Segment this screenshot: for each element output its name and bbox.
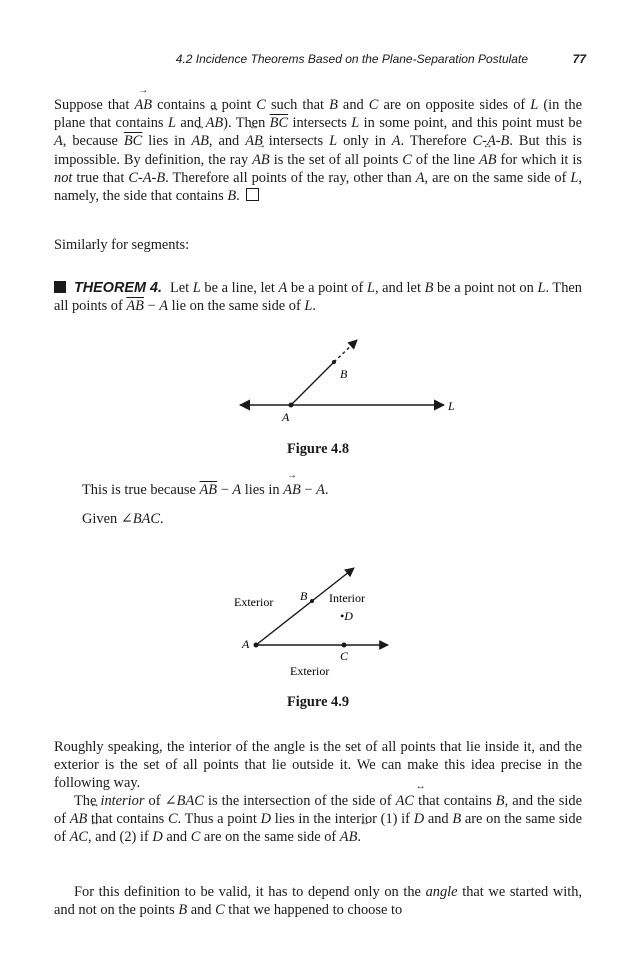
italic-term: A (159, 298, 169, 315)
text-run: , because (62, 133, 124, 150)
italic-term: BAC (176, 793, 204, 809)
text-run: are on opposite sides of (378, 97, 531, 113)
text-run: intersects (288, 115, 352, 132)
theorem-marker-icon (54, 281, 66, 293)
text-run: Given ∠ (82, 511, 133, 527)
text-run: , and let (374, 280, 425, 296)
text-run: Let (169, 280, 193, 296)
italic-term: C (256, 97, 266, 113)
interior-definition (54, 792, 582, 847)
label-C: C (340, 649, 349, 663)
definition-validity (54, 883, 582, 919)
ray-notation: AB → (283, 482, 301, 498)
italic-term: B (178, 902, 188, 919)
italic-term: L (537, 280, 546, 296)
interior-intro (54, 738, 582, 793)
ray-notation: AB → (252, 152, 270, 168)
italic-term: A (316, 482, 325, 498)
segment-AB (291, 362, 334, 405)
text-run: (in the plane that contains (54, 97, 582, 132)
text-run: . (312, 298, 316, 315)
italic-term: B (495, 793, 505, 809)
italic-term: L (167, 115, 176, 132)
label-interior: Interior (329, 591, 365, 605)
text-run: true that (72, 169, 129, 186)
italic-term: A (415, 169, 425, 186)
label-B: B (340, 367, 348, 381)
segment-notation: $\overline{AB}$ (126, 298, 144, 315)
text-run: and (162, 829, 191, 846)
ray-extension (334, 340, 357, 362)
text-run: that contains (413, 793, 496, 809)
italic-term: C (215, 902, 225, 919)
text-run: and (424, 811, 453, 828)
italic-term: angle (425, 884, 458, 900)
text-run: and (337, 97, 369, 113)
text-run: that we started with, and not on the points (54, 884, 583, 919)
italic-term: B (424, 280, 434, 296)
text-run: , and the side of (54, 793, 582, 828)
text-run: , and (2) if (87, 829, 153, 846)
theorem-4 (54, 279, 582, 315)
text-run: only in (337, 133, 392, 150)
italic-term: L (351, 115, 360, 132)
figure-4-8 (214, 330, 474, 430)
segment-notation: $\overline{AB}$ (199, 482, 218, 498)
italic-term: D (260, 811, 271, 828)
text-run: are on the same side of (54, 811, 582, 846)
italic-term: L (304, 298, 313, 315)
text-run: . But this is impossible. By definition, the ray (54, 133, 582, 168)
text-run: , namely, the side that contains (54, 169, 583, 205)
italic-term: A (278, 280, 288, 296)
text-run: lie on the same side of (168, 298, 305, 315)
segment-notation: $\overline{BC}$ (123, 133, 143, 150)
italic-term: C (190, 829, 201, 846)
text-run: such that (265, 97, 330, 113)
point-A (254, 643, 259, 648)
italic-term: A (391, 133, 401, 150)
label-exterior-top: Exterior (234, 595, 274, 609)
text-run: that we happened to choose to (224, 902, 403, 919)
proof-paragraph (54, 96, 582, 205)
italic-term: B (452, 811, 462, 828)
ray-notation: AB → (134, 97, 152, 113)
italic-term: D (152, 829, 163, 846)
italic-term: B (329, 97, 338, 113)
text-run: in some point, and this point must be (359, 115, 582, 132)
italic-term: C-A-B (472, 133, 510, 150)
point-B (332, 360, 336, 364)
page-number: 77 (572, 52, 586, 66)
label-A: A (282, 410, 290, 424)
text-run: be a point of (287, 280, 367, 296)
text-run: is the intersection of the side of (203, 793, 396, 809)
text-run: be a line, let (200, 280, 279, 296)
italic-term: L (192, 280, 201, 296)
text-run: . Thus a point (177, 811, 261, 828)
line-notation: AB ↔ (340, 829, 358, 845)
italic-term: L (329, 133, 338, 150)
italic-term: interior (100, 793, 145, 809)
label-A: A (242, 637, 250, 651)
end-of-proof-icon (246, 188, 259, 201)
italic-term: BAC (132, 511, 161, 527)
text-run: , and (208, 133, 246, 150)
label-exterior-bottom: Exterior (290, 664, 330, 678)
point-A (289, 403, 294, 408)
text-run: lies in (241, 482, 284, 498)
line-notation: AC ↔ (70, 829, 88, 845)
line-notation: AB ↔ (245, 133, 263, 149)
text-run: . (324, 482, 329, 498)
line-notation: AC ↔ (396, 793, 414, 809)
text-run: intersects (262, 133, 330, 150)
segment-notation: $\overline{BC}$ (269, 115, 289, 132)
text-run: − (143, 298, 160, 315)
text-run: lies in (142, 133, 192, 150)
italic-term: A (54, 133, 63, 150)
italic-term: C-A-B (128, 169, 166, 186)
text-run: . Then all points of (54, 280, 582, 315)
line-notation: AB ↔ (70, 811, 88, 827)
italic-term: C (168, 811, 178, 828)
line-notation: AB ↔ (206, 115, 224, 131)
text-run: − (217, 482, 233, 498)
italic-term: L (570, 169, 579, 186)
given-angle (82, 510, 582, 528)
italic-term: C (368, 97, 379, 113)
text-run: For this definition to be valid, it has to depend only on the (74, 884, 426, 900)
figure-4-8-caption: Figure 4.8 (286, 441, 350, 457)
italic-term: L (366, 280, 375, 296)
text-run: contains a point (152, 97, 257, 113)
line-notation: AB ↔ (191, 133, 209, 149)
text-run: This is true because (82, 482, 200, 498)
theorem-4-reason (82, 481, 582, 499)
figure-4-9 (224, 560, 464, 680)
label-D: •D (340, 609, 353, 623)
theorem-label: THEOREM 4. (74, 280, 162, 296)
text-run: and (175, 115, 206, 132)
italic-term: not (54, 169, 73, 186)
line-notation: AB ↔ (479, 152, 497, 168)
text-run: . Therefore all points of the ray, other than (165, 169, 416, 186)
text-run: , are on the same side of (424, 169, 571, 186)
text-run: . (357, 829, 361, 846)
figure-4-9-caption: Figure 4.9 (286, 694, 350, 710)
text-run: and (187, 902, 216, 919)
segments-intro: Similarly for segments: (54, 237, 190, 253)
text-run: Suppose that (54, 97, 135, 113)
running-head-title: 4.2 Incidence Theorems Based on the Plane-Separation Postulate (175, 52, 528, 66)
label-B: B (300, 589, 308, 603)
text-run: that contains (87, 811, 168, 828)
text-run: be a point not on (433, 280, 538, 296)
running-head (54, 52, 586, 72)
italic-term: C (402, 151, 412, 168)
text-run: are on the same side of (200, 829, 340, 846)
italic-term: D (413, 811, 425, 828)
label-L: L (448, 399, 455, 413)
text-run: of the line (411, 151, 479, 168)
text-run: is the set of all points (269, 151, 403, 168)
italic-term: L (530, 97, 539, 113)
point-C (342, 643, 347, 648)
text-run: ). Then (223, 115, 270, 132)
italic-term: A (232, 482, 242, 498)
text-run: . Therefore (400, 133, 473, 150)
point-B (310, 599, 314, 603)
text-run: of ∠ (144, 793, 177, 809)
text-run: Roughly speaking, the interior of the angle is the set of all points that lie inside it, and the exterior is the set of all points that lie outside it. We can make this idea precise in the following way. (54, 739, 582, 792)
text-run: for which it is (496, 151, 583, 168)
text-run: . (160, 511, 164, 527)
text-run: . (236, 188, 240, 205)
text-run: The (74, 793, 101, 809)
italic-term: B (227, 188, 237, 205)
text-run: − (300, 482, 317, 498)
text-run: lies in the interior (1) if (270, 811, 414, 828)
